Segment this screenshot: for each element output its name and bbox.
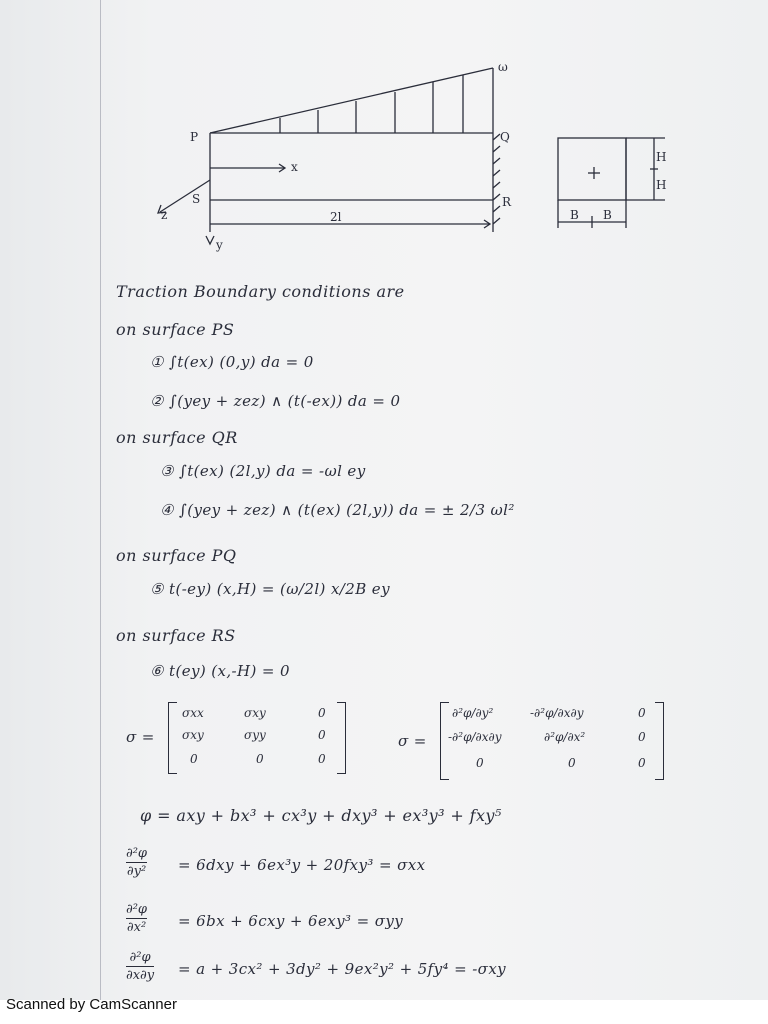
surface-pq-heading: on surface PQ: [116, 546, 237, 565]
derivative-rhs-1: = 6dxy + 6ex³y + 20fxy³ = σxx: [178, 856, 426, 874]
matrix-cell: 0: [568, 756, 576, 770]
derivative-rhs-3: = a + 3cx² + 3dy² + 9ex²y² + 5fy⁴ = -σxy: [178, 960, 507, 978]
equation-1: ① ∫t(ex) (0,y) da = 0: [150, 353, 314, 371]
equation-2: ② ∫(yey + zez) ∧ (t(-ex)) da = 0: [150, 392, 401, 410]
matrix-cell: ∂²φ/∂y²: [452, 706, 494, 720]
y-axis-arrowhead: [206, 236, 214, 244]
surface-rs-heading: on surface RS: [116, 626, 236, 645]
matrix-cell: 0: [476, 756, 484, 770]
sigma-label-2: σ =: [398, 732, 427, 750]
matrix-cell: σyy: [244, 728, 266, 742]
derivative-fraction-1: [126, 846, 147, 879]
fraction-numerator: ∂²φ: [129, 950, 151, 965]
equation-5: ⑤ t(-ey) (x,H) = (ω/2l) x/2B ey: [150, 580, 390, 598]
surface-ps-heading: on surface PS: [116, 320, 235, 339]
label-s: S: [192, 192, 201, 206]
label-b-right: B: [603, 208, 612, 222]
fraction-numerator: ∂²φ: [126, 846, 148, 861]
matrix-cell: 0: [318, 728, 326, 742]
matrix-cell: σxy: [182, 728, 204, 742]
fraction-denominator: ∂y²: [126, 864, 147, 879]
label-b-left: B: [570, 208, 579, 222]
notes-heading: Traction Boundary conditions are: [116, 282, 405, 301]
fraction-denominator: ∂x²: [126, 920, 147, 935]
matrix-cell: ∂²φ/∂x²: [544, 730, 586, 744]
label-length: 2l: [330, 210, 342, 224]
label-h-bottom: H: [656, 178, 667, 192]
matrix-cell: 0: [190, 752, 198, 766]
equation-4: ④ ∫(yey + zez) ∧ (t(ex) (2l,y)) da = ± 2/3 ωl²: [160, 501, 515, 519]
derivative-fraction-3: [126, 950, 154, 983]
derivative-rhs-2: = 6bx + 6cxy + 6exy³ = σyy: [178, 912, 404, 930]
sigma-label-1: σ =: [126, 728, 155, 746]
matrix-cell: 0: [638, 756, 646, 770]
phi-equation: φ = axy + bx³ + cx³y + dxy³ + ex³y³ + fxy⁵: [140, 806, 502, 825]
fraction-numerator: ∂²φ: [126, 902, 148, 917]
surface-qr-heading: on surface QR: [116, 428, 238, 447]
z-axis-line: [160, 180, 210, 212]
equation-6: ⑥ t(ey) (x,-H) = 0: [150, 662, 290, 680]
stress-matrix-1: [168, 702, 346, 774]
stress-matrix-2: [440, 702, 664, 780]
matrix-cell: -∂²φ/∂x∂y: [448, 730, 502, 744]
scanner-watermark: Scanned by CamScanner: [6, 996, 177, 1013]
label-p: P: [190, 130, 199, 144]
label-r: R: [502, 195, 512, 209]
matrix-cell: 0: [318, 706, 326, 720]
label-w: ω: [498, 60, 508, 74]
matrix-cell: -∂²φ/∂x∂y: [530, 706, 584, 720]
matrix-cell: 0: [256, 752, 264, 766]
label-y-axis: y: [216, 238, 223, 252]
wall-hatching: [493, 134, 500, 224]
load-arrows: [280, 75, 463, 133]
load-slope-line: [210, 68, 493, 133]
cross-section-rect: [558, 138, 626, 200]
fraction-denominator: ∂x∂y: [126, 968, 155, 983]
label-q: Q: [500, 130, 510, 144]
matrix-cell: σxy: [244, 706, 266, 720]
label-x-axis: x: [291, 160, 298, 174]
matrix-cell: 0: [318, 752, 326, 766]
label-h-top: H: [656, 150, 667, 164]
matrix-cell: 0: [638, 706, 646, 720]
derivative-fraction-2: [126, 902, 147, 935]
equation-3: ③ ∫t(ex) (2l,y) da = -ωl ey: [160, 462, 366, 480]
beam-diagram: [0, 0, 768, 270]
matrix-cell: 0: [638, 730, 646, 744]
label-z-axis: z: [161, 208, 168, 222]
matrix-cell: σxx: [182, 706, 204, 720]
